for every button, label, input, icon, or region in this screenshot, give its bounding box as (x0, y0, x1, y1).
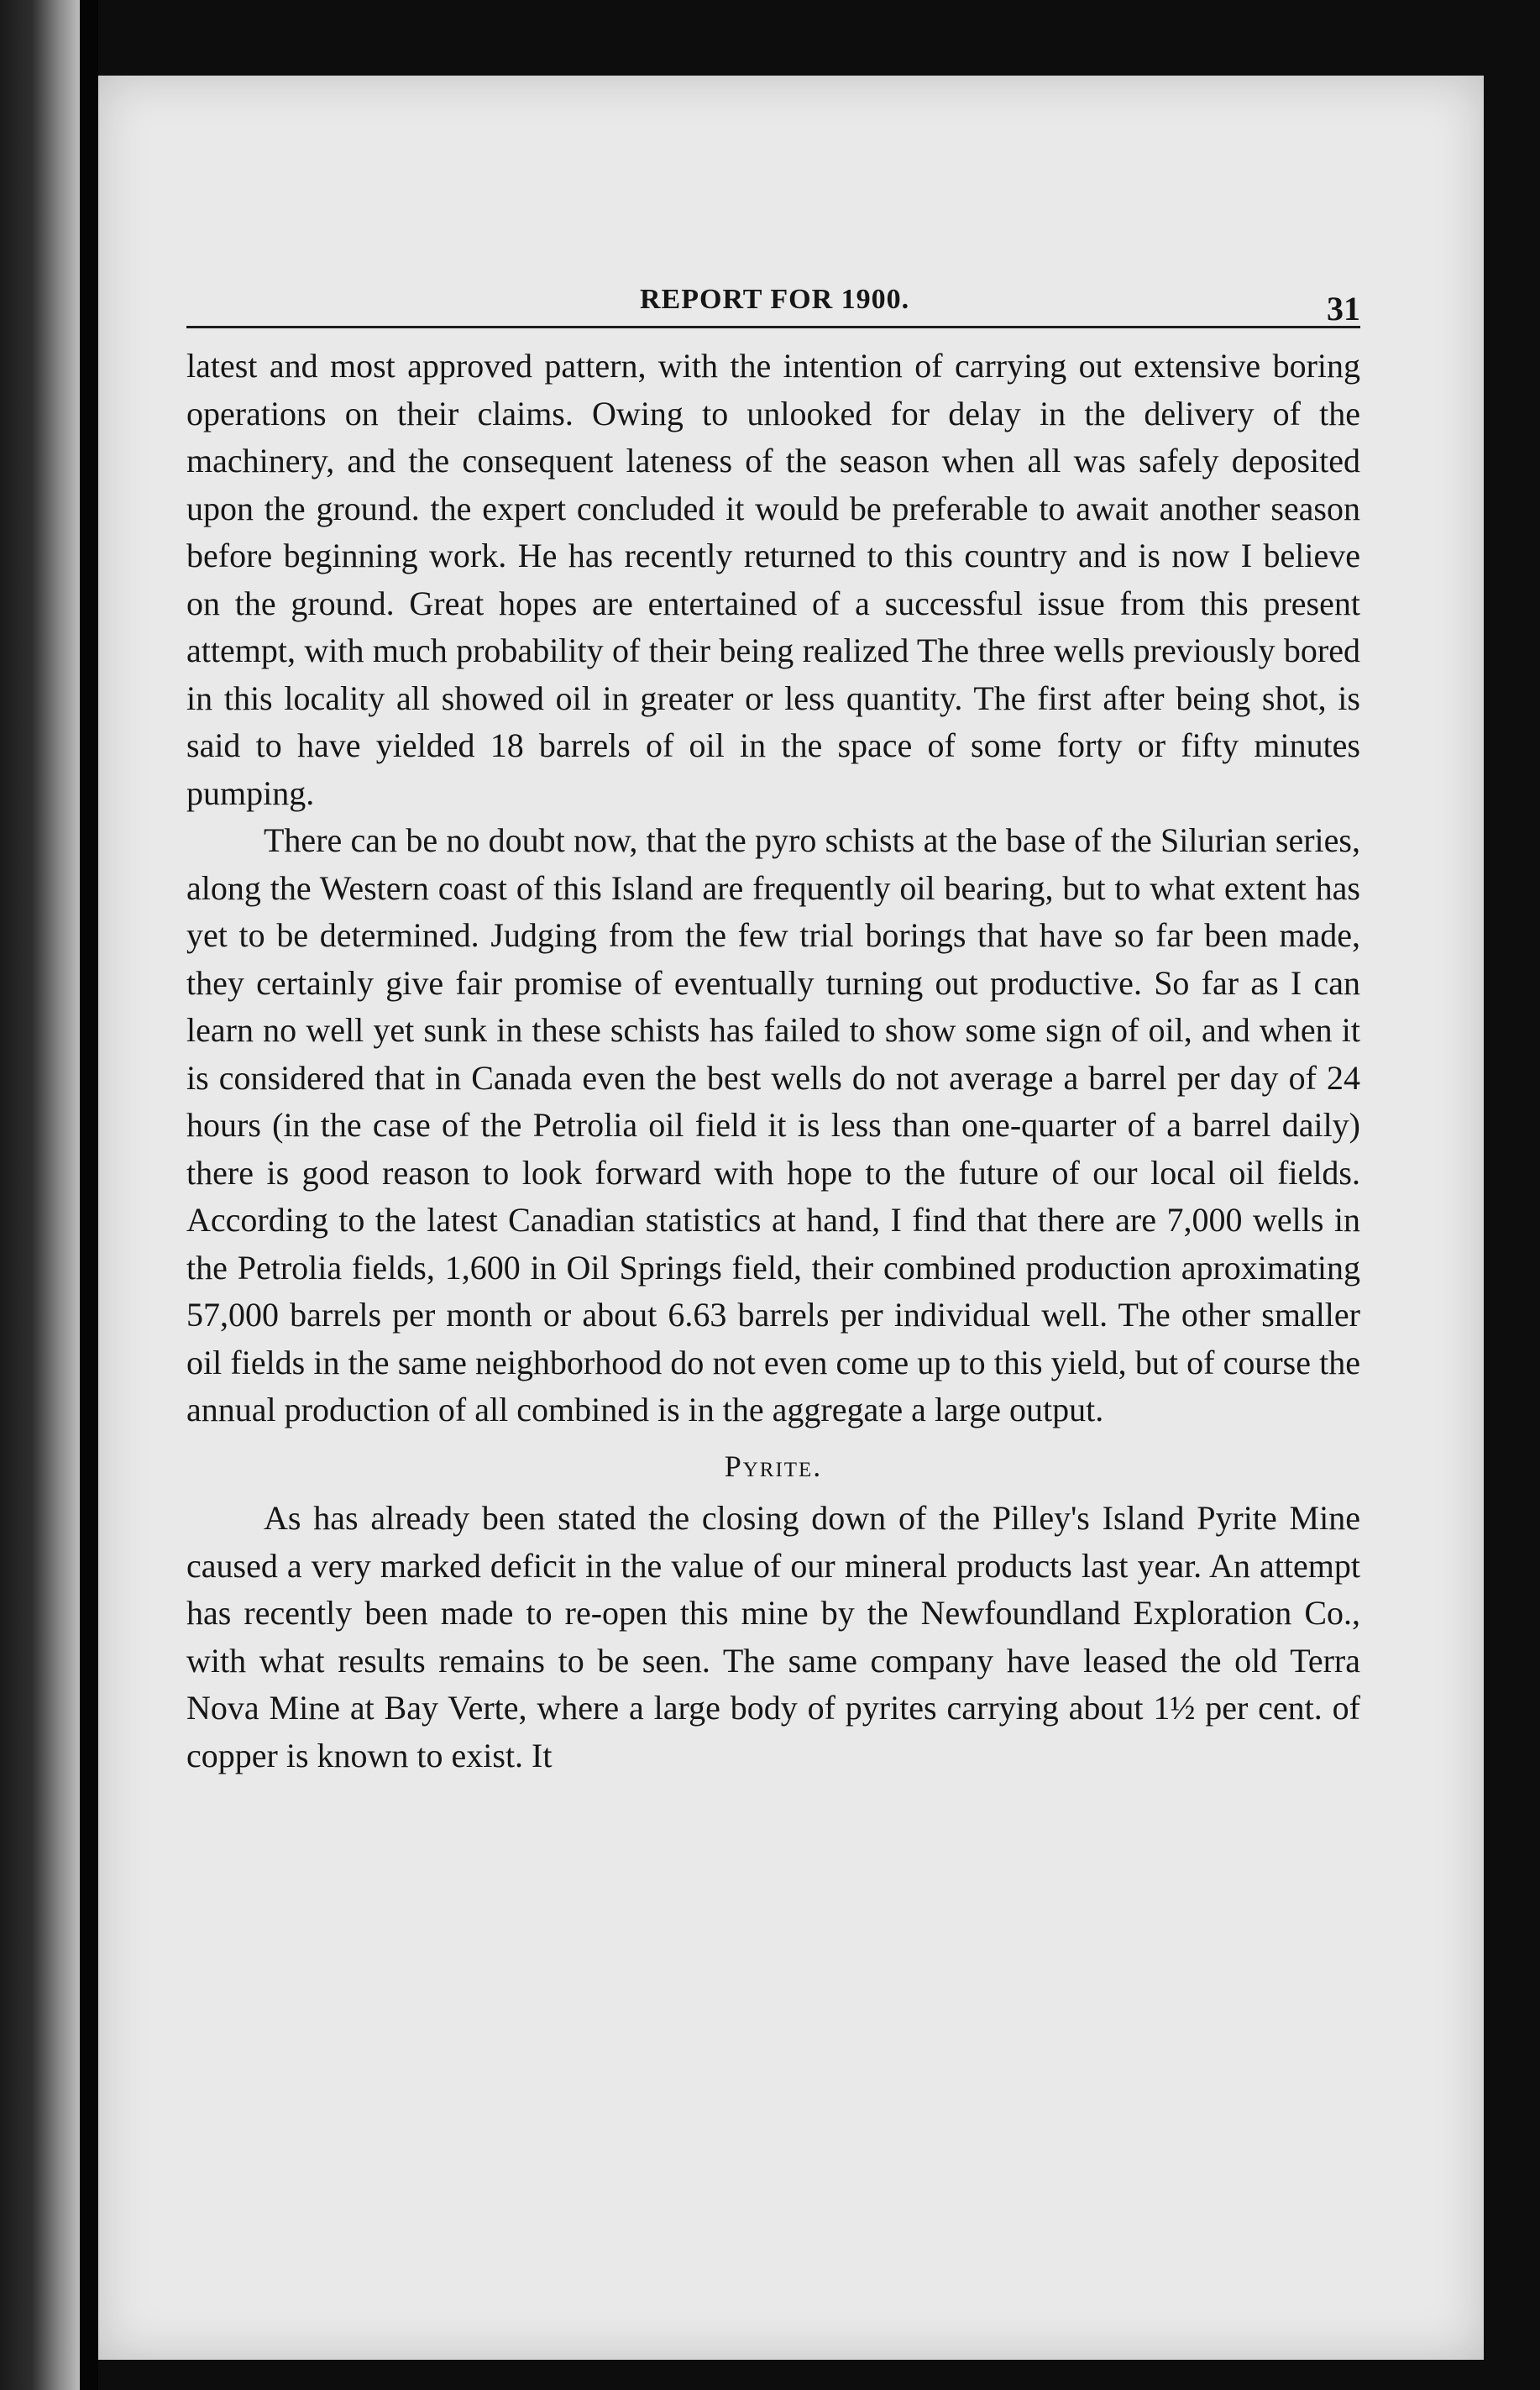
section-heading: Pyrite. (724, 1449, 823, 1483)
body-text (186, 343, 1360, 1779)
scan-gutter (80, 0, 98, 2390)
paragraph-1: latest and most approved pattern, with the intention of carrying out extensive boring operations on their claims. Owing to unlooked for delay in the delivery of the machinery, and the consequent lateness of the season when all was safely deposited upon the ground. the expert concluded it would be preferable to await another season before beginning work. He has recently returned to this country and is now I believe on the ground. Great hopes are entertained of a successful issue from this present attempt, with much probability of their being realized The three wells previously bored in this locality all showed oil in greater or less quantity. The first after being shot, is said to have yielded 18 barrels of oil in the space of some forty or fifty minutes pumping. (186, 347, 1360, 812)
paragraph-3: As has already been stated the closing down of the Pilley's Island Pyrite Mine caused a very marked deficit in the value of our mineral products last year. An attempt has recently been made to re-open this mine by the Newfoundland Exploration Co., with what results remains to be seen. The same company have leased the old Terra Nova Mine at Bay Verte, where a large body of pyrites carrying about 1½ per cent. of copper is known to exist. It (186, 1499, 1360, 1774)
page-number: 31 (1327, 290, 1360, 328)
page-header (186, 284, 1360, 328)
running-head: REPORT FOR 1900. (640, 284, 910, 315)
paragraph-2: There can be no doubt now, that the pyro schists at the base of the Silurian series, along the Western coast of this Island are frequently oil bearing, but to what extent has yet to be determined. Judging from the few trial borings that have so far been made, they certainly give fair promise of eventually turning out productive. So far as I can learn no well yet sunk in these schists has failed to show some sign of oil, and when it is considered that in Canada even the best wells do not average a barrel per day of 24 hours (in the case of the Petrolia oil field it is less than one-quarter of a barrel daily) there is good reason to look forward with hope to the future of our local oil fields. According to the latest Canadian statistics at hand, I find that there are 7,000 wells in the Petrolia fields, 1,600 in Oil Springs field, their combined production aproximating 57,000 barrels per month or about 6.63 barrels per individual well. The other smaller oil fields in the same neighborhood do not even come up to this yield, but of course the annual production of all combined is in the aggregate a large output. (186, 821, 1360, 1428)
scan-border-left (0, 0, 80, 2390)
